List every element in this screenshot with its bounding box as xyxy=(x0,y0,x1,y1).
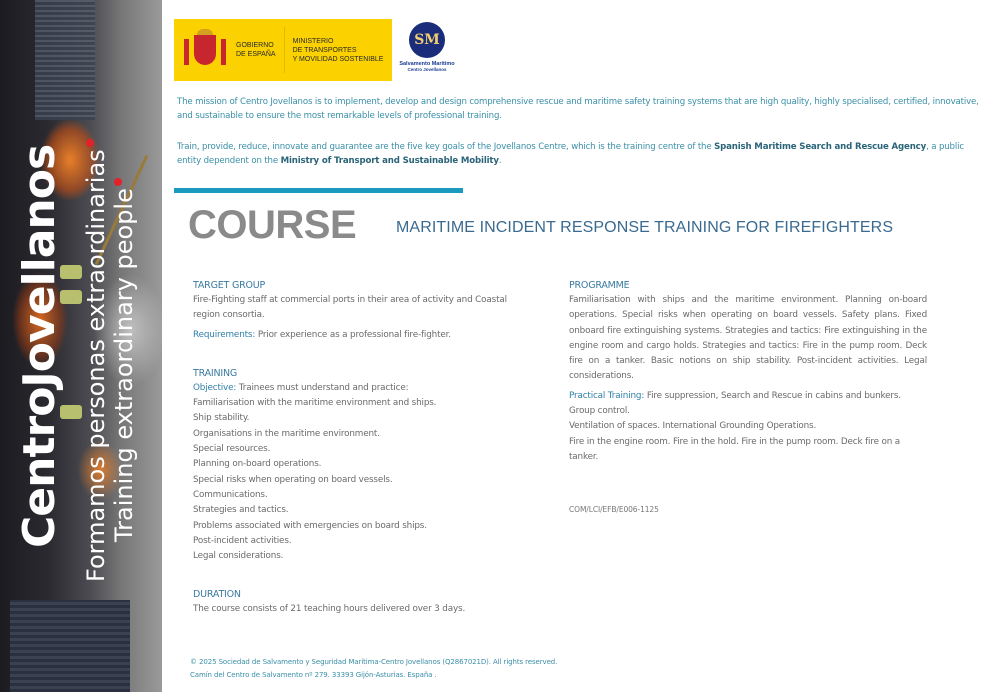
requirements-text: Prior experience as a professional fire-fighter. xyxy=(255,329,451,340)
red-dot-icon xyxy=(86,139,94,147)
training-item: Special risks when operating on board vessels. xyxy=(193,474,393,485)
duration-heading: DURATION xyxy=(193,589,241,601)
training-item: Special resources. xyxy=(193,444,271,455)
goals-text: , a public entity dependent on the xyxy=(177,142,964,166)
pillar-icon xyxy=(184,39,189,65)
course-title: MARITIME INCIDENT RESPONSE TRAINING FOR FIREFIGHTERS xyxy=(396,219,894,236)
objective-text: Trainees must understand and practice: xyxy=(236,382,409,393)
accent-divider xyxy=(174,188,463,193)
goals-paragraph xyxy=(177,140,985,168)
target-group-text: Fire-Fighting staff at commercial ports in their area of activity and Coastal region consortia. xyxy=(193,295,507,321)
footer xyxy=(190,656,557,682)
gobierno-label xyxy=(236,41,276,59)
training-item: Ship stability. xyxy=(193,413,250,424)
tagline-english-text: Training extraordinary people xyxy=(110,188,138,542)
building-facade xyxy=(35,0,95,120)
mission-paragraph: The mission of Centro Jovellanos is to implement, develop and design comprehensive rescue and maritime safety training systems that are high quality, highly specialised, certified, innovative, and sustainable to ensure the most remarkable levels of professional training. xyxy=(177,97,979,121)
goals-text: . xyxy=(498,156,502,166)
shield-icon xyxy=(194,35,216,65)
address-line: Camín del Centro de Salvamento nº 279. 33393 Gijón-Asturias. España . xyxy=(190,671,437,679)
ministry-line-2: DE TRANSPORTES xyxy=(292,46,357,54)
duration-text: The course consists of 21 teaching hours delivered over 3 days. xyxy=(193,604,466,615)
red-dot-icon xyxy=(114,178,122,186)
requirements-label: Requirements: xyxy=(193,329,256,340)
ministry-label xyxy=(293,37,384,64)
hero-photo-banner xyxy=(0,0,162,692)
agency-name: Spanish Maritime Search and Rescue Agency xyxy=(714,142,927,152)
gov-line-1: GOBIERNO xyxy=(236,42,274,49)
programme-text: Familiarisation with ships and the maritime environment. Planning on-board operations. Special risks when operating on board vessels. Safety plans. Fixed onboard fire extinguishing systems. Strategies and tactics: Fire extinguishing in the engine room and cargo holds. Strategies and tactics: Fire in the pump room. Deck fire on a tanker. Basic notions on ship stability. Post-incident activities. Legal considerations. xyxy=(569,295,927,382)
practical-training-label: Practical Training: xyxy=(569,390,645,401)
sm-emblem-icon: SM xyxy=(409,22,445,58)
salvamento-maritimo-logo xyxy=(398,22,456,72)
government-logo xyxy=(174,19,392,81)
practical-line: Ventilation of spaces. International Grounding Operations. xyxy=(569,421,817,432)
training-item: Organisations in the maritime environment. xyxy=(193,428,380,439)
programme-heading: PROGRAMME xyxy=(569,280,630,291)
practical-line: Fire in the engine room. Fire in the hold. Fire in the pump room. Deck fire on a tanker. xyxy=(569,436,901,462)
goals-text: Train, provide, reduce, innovate and guarantee are the five key goals of the Jovellanos Centre, which is the training centre of the xyxy=(177,142,715,152)
spacer xyxy=(193,343,533,367)
left-column xyxy=(193,279,533,618)
sm-name: Salvamento Marítimo xyxy=(399,61,455,67)
objective-label: Objective: xyxy=(193,382,237,393)
course-code: COM/LCI/EFB/E006-1125 xyxy=(569,505,659,515)
training-heading: TRAINING xyxy=(193,367,238,379)
training-item: Problems associated with emergencies on board ships. xyxy=(193,520,427,531)
tagline-english xyxy=(110,178,138,542)
training-item: Familiarisation with the maritime environment and ships. xyxy=(193,398,437,409)
ministry-line-3: Y MOVILIDAD SOSTENIBLE xyxy=(292,55,384,63)
training-item: Communications. xyxy=(193,489,268,500)
training-item: Planning on-board operations. xyxy=(193,459,322,470)
training-item: Strategies and tactics. xyxy=(193,505,289,516)
logo-divider xyxy=(284,27,285,73)
practical-training-text: Fire suppression, Search and Rescue in cabins and bunkers. Group control. xyxy=(569,390,901,417)
tagline-spanish xyxy=(82,139,110,582)
training-item: Legal considerations. xyxy=(193,551,284,562)
target-group-heading: TARGET GROUP xyxy=(193,280,266,291)
copyright-line: © 2025 Sociedad de Salvamento y Seguridad Marítima-Centro Jovellanos (Q2867021D). All rights reserved. xyxy=(190,658,558,666)
spain-coat-of-arms-icon xyxy=(182,27,228,73)
pillar-icon xyxy=(221,39,226,65)
brand-vertical-text: CentroJovellanos xyxy=(14,144,65,548)
training-item: Post-incident activities. xyxy=(193,535,292,546)
spacer xyxy=(193,564,533,588)
course-label: COURSE xyxy=(188,203,357,247)
objective xyxy=(193,381,533,396)
tagline-spanish-text: Formamos personas extraordinarias xyxy=(82,149,110,582)
garage-door xyxy=(10,600,130,692)
right-column xyxy=(569,279,927,514)
ministry-name: Ministry of Transport and Sustainable Mobility xyxy=(280,156,499,166)
ministry-line-1: MINISTERIO xyxy=(292,37,334,45)
practical-training xyxy=(569,389,927,420)
sm-subtitle: Centro Jovellanos xyxy=(407,67,447,72)
gov-line-2: DE ESPAÑA xyxy=(236,51,276,58)
requirements xyxy=(193,328,533,343)
